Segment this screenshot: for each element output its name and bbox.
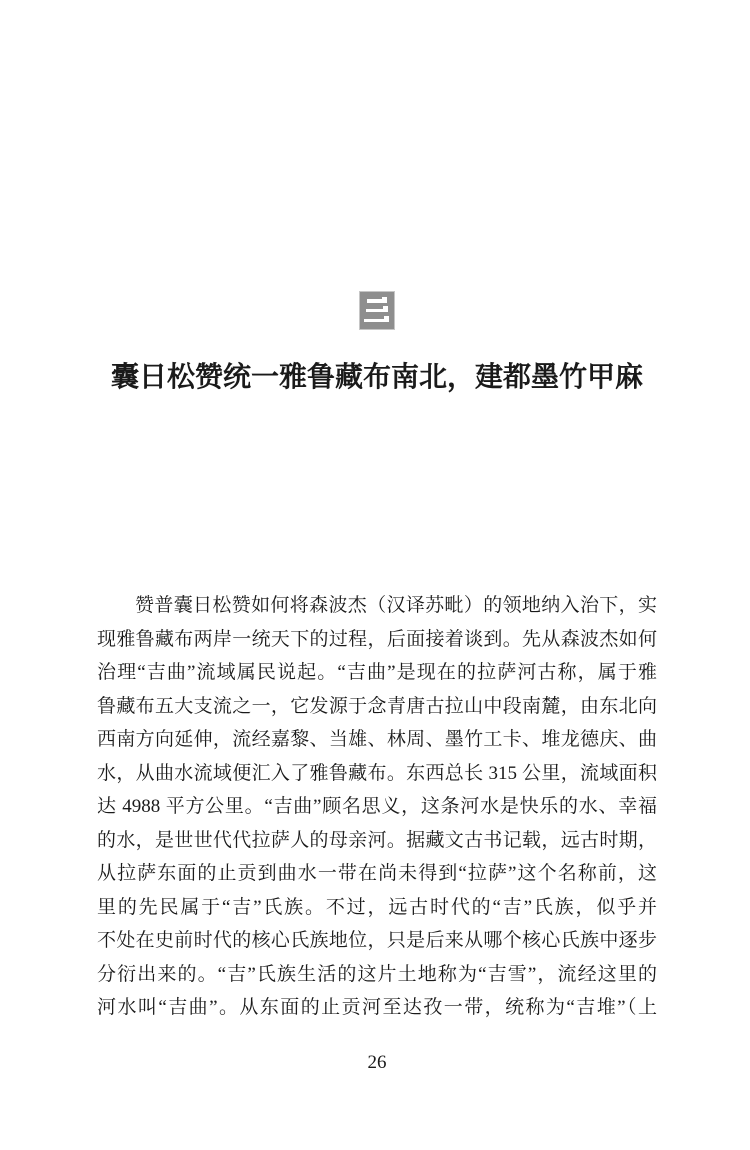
paragraph-line: 赞普囊日松赞如何将森波杰（汉译苏毗）的领地纳入治下，实	[135, 595, 657, 616]
paragraph-line: 治理“吉曲”流域属民说起。“吉曲”是现在的拉萨河古称，属于雅	[97, 662, 657, 683]
body-paragraph	[97, 589, 657, 1025]
paragraph-line: 西南方向延伸，流经嘉黎、当雄、林周、墨竹工卡、堆龙德庆、曲	[97, 729, 657, 750]
chapter-three-glyph-stroke-middle	[366, 309, 388, 313]
paragraph-line: 鲁藏布五大支流之一，它发源于念青唐古拉山中段南麓，由东北向	[97, 695, 657, 717]
chapter-three-glyph-stroke-bottom	[364, 319, 389, 323]
paragraph-line: 的水，是世世代代拉萨人的母亲河。据藏文古书记载，远古时期，	[97, 829, 657, 851]
paragraph-line: 河水叫“吉曲”。从东面的止贡河至达孜一带，统称为“吉堆”（上	[97, 997, 657, 1018]
chapter-three-glyph-stroke-top	[367, 299, 387, 303]
chapter-title: 囊日松赞统一雅鲁藏布南北，建都墨竹甲麻	[110, 361, 643, 393]
paragraph-line: 水，从曲水流域便汇入了雅鲁藏布。东西总长 315 公里，流域面积	[97, 762, 657, 784]
chapter-number-box	[359, 291, 395, 330]
paragraph-line: 从拉萨东面的止贡到曲水一带在尚未得到“拉萨”这个名称前，这	[97, 863, 657, 884]
paragraph-line: 现雅鲁藏布两岸一统天下的过程，后面接着谈到。先从森波杰如何	[97, 628, 657, 650]
page-number: 26	[367, 1052, 387, 1073]
paragraph-line: 不处在史前时代的核心氏族地位，只是后来从哪个核心氏族中逐步	[97, 930, 657, 951]
paragraph-line: 里的先民属于“吉”氏族。不过，远古时代的“吉”氏族，似乎并	[97, 896, 657, 918]
paragraph-line: 达 4988 平方公里。“吉曲”顾名思义，这条河水是快乐的水、幸福	[97, 796, 657, 817]
paragraph-line: 分衍出来的。“吉”氏族生活的这片土地称为“吉雪”，流经这里的	[97, 963, 657, 985]
